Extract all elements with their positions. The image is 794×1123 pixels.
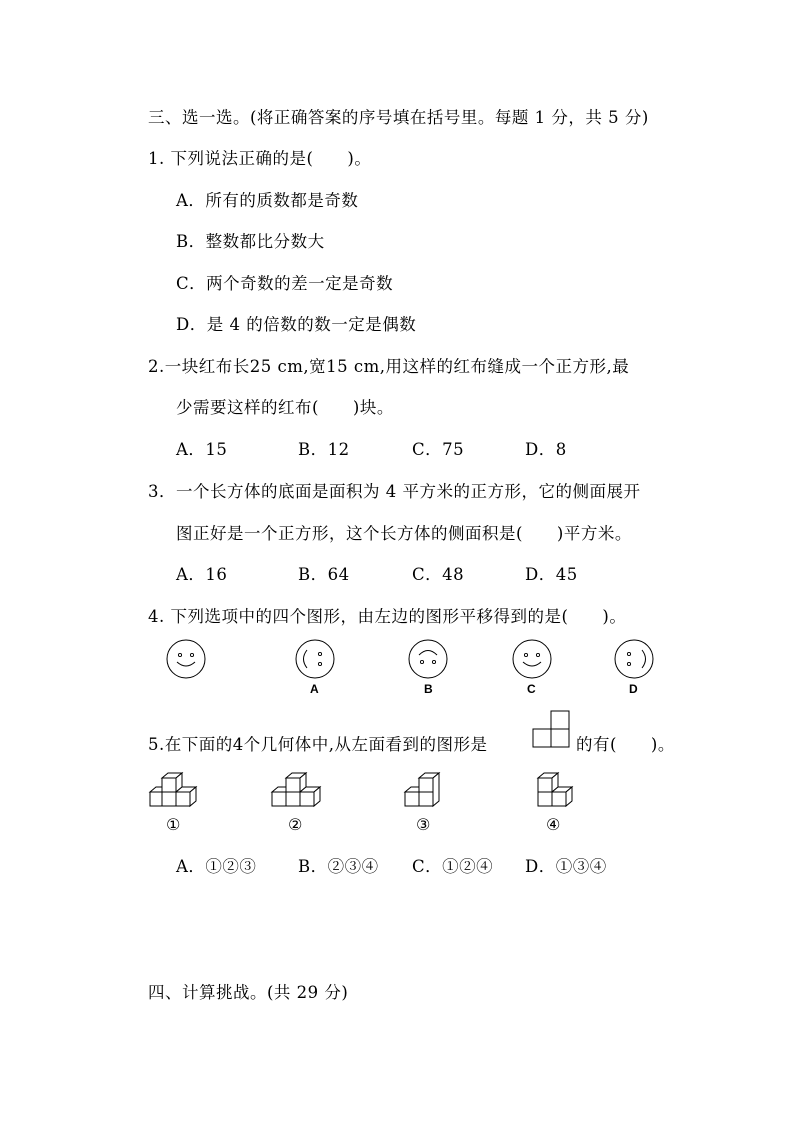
q2-option-c: C．75 bbox=[412, 440, 465, 459]
q5-option-a: A．①②③ bbox=[176, 857, 257, 876]
q1-option-d: D．是 4 的倍数的数一定是偶数 bbox=[176, 315, 417, 334]
section-3-heading: 三、选一选。(将正确答案的序号填在括号里。每题 1 分，共 5 分) bbox=[148, 108, 649, 127]
q5-left-view-shape bbox=[532, 710, 572, 750]
q3-option-d: D．45 bbox=[525, 565, 578, 584]
q3-option-c: C．48 bbox=[412, 565, 465, 584]
q5-option-b: B．②③④ bbox=[298, 857, 379, 876]
q5-solid-4 bbox=[536, 772, 582, 810]
q5-solid-label-3: ③ bbox=[416, 815, 431, 834]
q1-option-a: A．所有的质数都是奇数 bbox=[176, 191, 359, 210]
q4-figure-c bbox=[512, 640, 554, 680]
q2-stem-line1: 2.一块红布长25 cm,宽15 cm,用这样的红布缝成一个正方形,最 bbox=[148, 357, 630, 376]
q2-option-b: B．12 bbox=[298, 440, 350, 459]
q4-figure-d bbox=[614, 640, 656, 680]
q3-stem-line1: 3．一个长方体的底面是面积为 4 平方米的正方形，它的侧面展开 bbox=[148, 482, 641, 501]
q5-solid-label-2: ② bbox=[288, 815, 303, 834]
q4-figure-a bbox=[295, 640, 337, 680]
q2-option-a: A．15 bbox=[176, 440, 228, 459]
q5-solid-3 bbox=[403, 772, 447, 810]
q4-figure-label-a: A bbox=[310, 682, 319, 696]
q5-option-c: C．①②④ bbox=[412, 857, 494, 876]
q2-stem-line2: 少需要这样的红布( )块。 bbox=[176, 398, 394, 417]
q5-option-d: D．①③④ bbox=[525, 857, 607, 876]
q1-option-c: C．两个奇数的差一定是奇数 bbox=[176, 274, 394, 293]
q2-option-d: D．8 bbox=[525, 440, 567, 459]
q5-stem-before: 5.在下面的4个几何体中,从左面看到的图形是 bbox=[148, 735, 488, 754]
q4-figure-label-c: C bbox=[527, 682, 536, 696]
q4-figure-label-b: B bbox=[424, 682, 433, 696]
q1-stem: 1. 下列说法正确的是( )。 bbox=[148, 149, 372, 168]
q5-solid-2 bbox=[270, 772, 330, 810]
q4-figure-b bbox=[408, 640, 450, 680]
q4-figure-label-d: D bbox=[629, 682, 638, 696]
q5-stem-after: 的有( )。 bbox=[576, 735, 675, 754]
q1-option-b: B．整数都比分数大 bbox=[176, 232, 325, 251]
q5-solid-label-1: ① bbox=[166, 815, 181, 834]
q4-stem: 4. 下列选项中的四个图形，由左边的图形平移得到的是( )。 bbox=[148, 607, 627, 626]
q3-option-b: B．64 bbox=[298, 565, 350, 584]
q5-solid-1 bbox=[150, 772, 202, 810]
q5-solid-label-4: ④ bbox=[546, 815, 561, 834]
section-4-heading: 四、计算挑战。(共 29 分) bbox=[148, 983, 349, 1002]
q3-stem-line2: 图正好是一个正方形，这个长方体的侧面积是( )平方米。 bbox=[176, 524, 632, 543]
q4-reference-smiley bbox=[166, 640, 208, 680]
q3-option-a: A．16 bbox=[176, 565, 228, 584]
